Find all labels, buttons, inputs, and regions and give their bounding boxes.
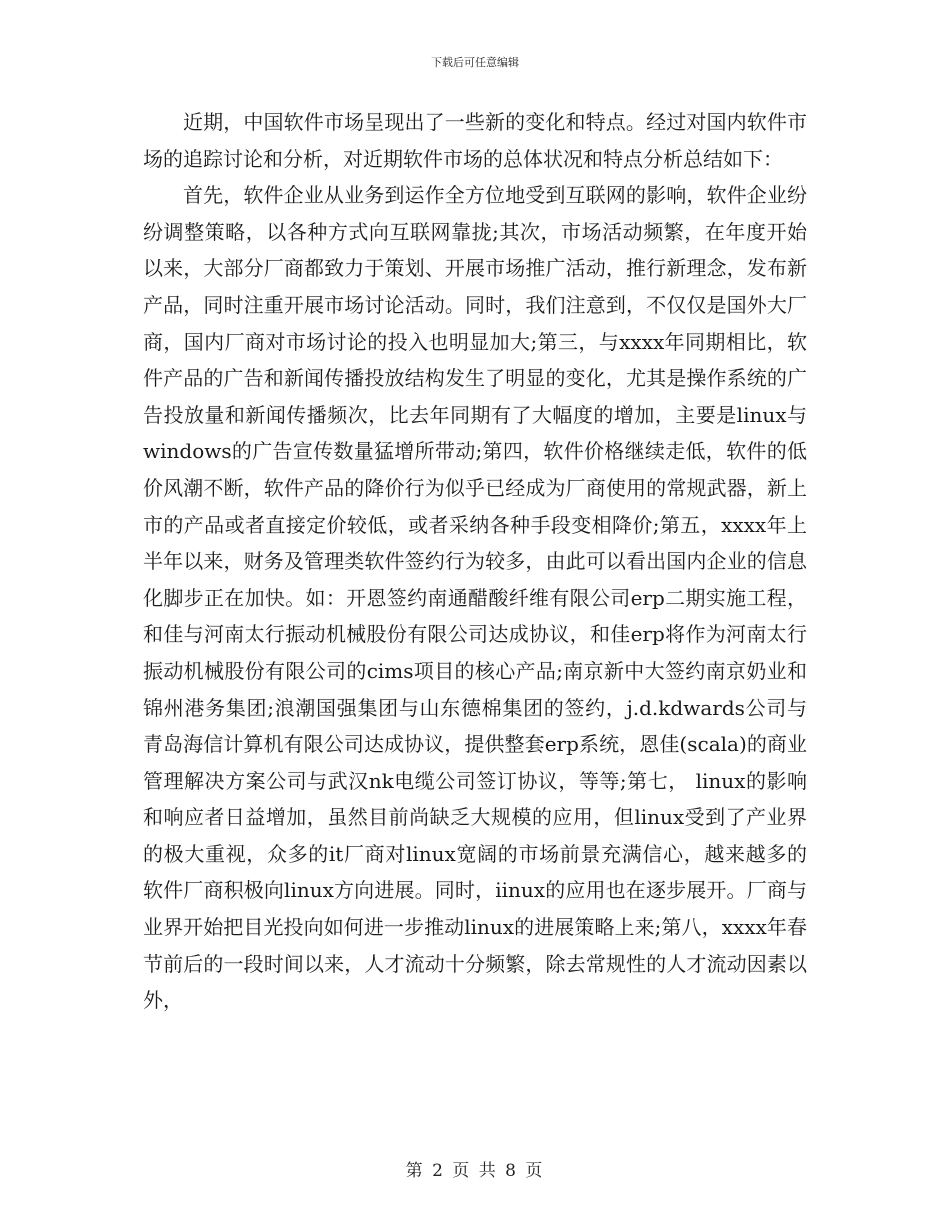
document-body <box>143 104 807 1019</box>
paragraph-analysis: 首先，软件企业从业务到运作全方位地受到互联网的影响，软件企业纷纷调整策略，以各种方式向互联网靠拢;其次，市场活动频繁，在年度开始以来，大部分厂商都致力于策划、开展市场推广活动，推行新理念，发布新产品，同时注重开展市场讨论活动。同时，我们注意到，不仅仅是国外大厂商，国内厂商对市场讨论的投入也明显加大;第三，与xxxx年同期相比，软件产品的广告和新闻传播投放结构发生了明显的变化，尤其是操作系统的广告投放量和新闻传播频次，比去年同期有了大幅度的增加，主要是linux与windows的广告宣传数量猛增所带动;第四，软件价格继续走低，软件的低价风潮不断，软件产品的降价行为似乎已经成为厂商使用的常规武器，新上市的产品或者直接定价较低，或者采纳各种手段变相降价;第五，xxxx年上半年以来，财务及管理类软件签约行为较多，由此可以看出国内企业的信息化脚步正在加快。如：开恩签约南通醋酸纤维有限公司erp二期实施工程，和佳与河南太行振动机械股份有限公司达成协议，和佳erp将作为河南太行振动机械股份有限公司的cims项目的核心产品;南京新中大签约南京奶业和锦州港务集团;浪潮国强集团与山东德棉集团的签约，j.d.kdwards公司与青岛海信计算机有限公司达成协议，提供整套erp系统，恩佳(scala)的商业管理解决方案公司与武汉nk电缆公司签订协议，等等;第七， linux的影响和响应者日益增加，虽然目前尚缺乏大规模的应用，但linux受到了产业界的极大重视，众多的it厂商对linux宽阔的市场前景充满信心，越来越多的软件厂商积极向linux方向进展。同时，iinux的应用也在逐步展开。厂商与业界开始把目光投向如何进一步推动linux的进展策略上来;第八，xxxx年春节前后的一段时间以来，人才流动十分频繁，除去常规性的人才流动因素以外， <box>143 183 807 1013</box>
paragraph-intro: 近期，中国软件市场呈现出了一些新的变化和特点。经过对国内软件市场的追踪讨论和分析，对近期软件市场的总体状况和特点分析总结如下： <box>143 110 807 171</box>
page-header: 下载后可任意编辑 <box>431 56 519 69</box>
page-number: 第 2 页 共 8 页 <box>405 1161 545 1181</box>
